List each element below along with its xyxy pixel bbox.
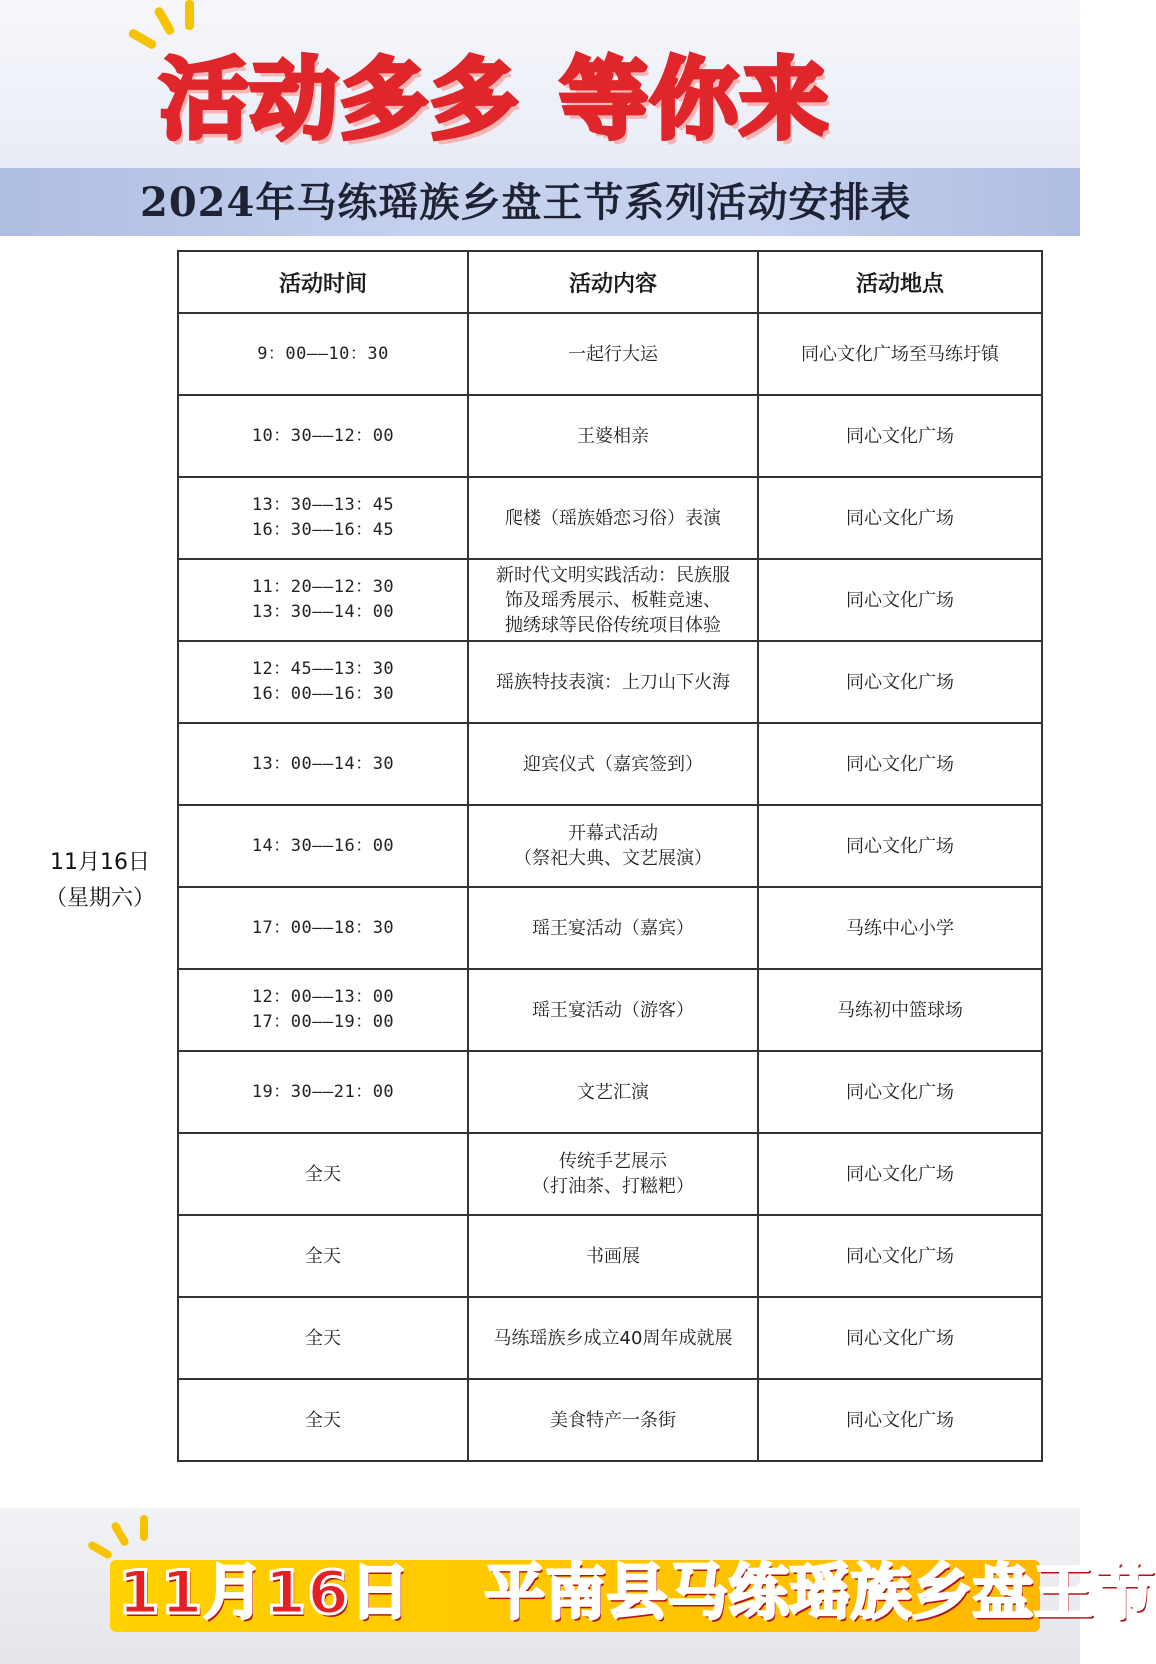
- time-range: 全天: [305, 1245, 341, 1267]
- schedule-table-body: [178, 313, 1042, 1461]
- footer-event: 平南县马练瑶族乡盘王节: [484, 1558, 1156, 1628]
- content-line: （祭祀大典、文艺展演）: [514, 848, 712, 869]
- time-range: 10：30——12：00: [251, 425, 395, 446]
- cell-place: 同心文化广场: [758, 1215, 1042, 1297]
- cell-place: 同心文化广场至马练圩镇: [758, 313, 1042, 395]
- content-line: 迎宾仪式（嘉宾签到）: [523, 753, 703, 775]
- cell-time: [178, 1215, 468, 1297]
- content-line: 开幕式活动: [568, 823, 658, 844]
- content-line: 抛绣球等民俗传统项目体验: [505, 614, 721, 636]
- cell-time: [178, 1379, 468, 1461]
- cell-place: 同心文化广场: [758, 1297, 1042, 1379]
- column-header-time: 活动时间: [178, 251, 468, 313]
- content-line: 瑶王宴活动（游客）: [532, 999, 694, 1021]
- time-range: 16：30——16：45: [251, 520, 395, 540]
- table-row: [178, 313, 1042, 395]
- cell-place: 马练初中篮球场: [758, 969, 1042, 1051]
- cell-place: 同心文化广场: [758, 805, 1042, 887]
- table-row: [178, 477, 1042, 559]
- footer-title: [118, 1548, 1156, 1638]
- cell-time: [178, 1133, 468, 1215]
- time-range: 17：00——18：30: [251, 917, 395, 938]
- content-line: 瑶王宴活动（嘉宾）: [532, 917, 694, 939]
- cell-content: [468, 887, 758, 969]
- content-line: 传统手艺展示: [559, 1151, 667, 1172]
- cell-time: [178, 805, 468, 887]
- content-line: （打油茶、打糍粑）: [532, 1176, 694, 1197]
- table-row: [178, 1297, 1042, 1379]
- time-range: 全天: [305, 1409, 341, 1431]
- schedule-date-weekday: （星期六）: [44, 886, 155, 911]
- time-range: 12：45——13：30: [251, 659, 395, 679]
- cell-content: [468, 1133, 758, 1215]
- cell-time: [178, 395, 468, 477]
- cell-time: [178, 969, 468, 1051]
- table-row: [178, 559, 1042, 641]
- hero-title-right: 等你来: [560, 48, 831, 151]
- table-row: [178, 1215, 1042, 1297]
- cell-content: [468, 1215, 758, 1297]
- table-row: [178, 1133, 1042, 1215]
- content-line: 美食特产一条街: [550, 1409, 676, 1431]
- time-range: 11：20——12：30: [251, 577, 395, 597]
- cell-content: [468, 1051, 758, 1133]
- table-row: [178, 805, 1042, 887]
- time-range: 全天: [305, 1163, 341, 1185]
- cell-place: 同心文化广场: [758, 395, 1042, 477]
- cell-time: [178, 477, 468, 559]
- cell-time: [178, 313, 468, 395]
- time-range: 19：30——21：00: [251, 1081, 395, 1102]
- hero-title-left: 活动多多: [160, 48, 521, 151]
- time-range: 9：00——10：30: [257, 343, 389, 364]
- table-row: [178, 641, 1042, 723]
- cell-content: [468, 559, 758, 641]
- cell-time: [178, 723, 468, 805]
- table-row: [178, 723, 1042, 805]
- content-line: 饰及瑶秀展示、板鞋竞速、: [505, 589, 721, 611]
- time-range: 12：00——13：00: [251, 987, 395, 1007]
- schedule-table: [177, 250, 1043, 1462]
- cell-place: 同心文化广场: [758, 641, 1042, 723]
- cell-time: [178, 1051, 468, 1133]
- content-line: 文艺汇演: [577, 1081, 649, 1103]
- cell-content: [468, 969, 758, 1051]
- cell-place: 同心文化广场: [758, 477, 1042, 559]
- cell-content: [468, 313, 758, 395]
- cell-place: 同心文化广场: [758, 1051, 1042, 1133]
- cell-place: 同心文化广场: [758, 1379, 1042, 1461]
- time-range: 17：00——19：00: [251, 1012, 395, 1032]
- cell-content: [468, 1297, 758, 1379]
- cell-place: 马练中心小学: [758, 887, 1042, 969]
- schedule-date: [40, 845, 160, 917]
- table-header-row: [178, 251, 1042, 313]
- content-line: 马练瑶族乡成立40周年成就展: [493, 1327, 733, 1349]
- content-line: 王婆相亲: [577, 425, 649, 447]
- cell-time: [178, 559, 468, 641]
- cell-time: [178, 641, 468, 723]
- cell-content: [468, 641, 758, 723]
- schedule-date-day: 11月16日: [50, 850, 150, 875]
- content-line: 书画展: [586, 1245, 640, 1267]
- column-header-content: 活动内容: [468, 251, 758, 313]
- cell-content: [468, 805, 758, 887]
- time-range: 13：30——14：00: [251, 602, 395, 622]
- cell-content: [468, 723, 758, 805]
- content-line: 瑶族特技表演：上刀山下火海: [496, 671, 730, 693]
- table-row: [178, 1379, 1042, 1461]
- cell-time: [178, 1297, 468, 1379]
- time-range: 14：30——16：00: [251, 835, 395, 856]
- cell-place: 同心文化广场: [758, 1133, 1042, 1215]
- table-row: [178, 395, 1042, 477]
- content-line: 爬楼（瑶族婚恋习俗）表演: [505, 507, 721, 529]
- hero-title: [160, 28, 920, 158]
- table-row: [178, 969, 1042, 1051]
- column-header-place: 活动地点: [758, 251, 1042, 313]
- cell-content: [468, 1379, 758, 1461]
- cell-time: [178, 887, 468, 969]
- time-range: 13：30——13：45: [251, 495, 395, 515]
- time-range: 16：00——16：30: [251, 684, 395, 704]
- page-title: 2024年马练瑶族乡盘王节系列活动安排表: [140, 179, 912, 226]
- cell-place: 同心文化广场: [758, 559, 1042, 641]
- content-line: 一起行大运: [568, 343, 658, 365]
- content-line: 新时代文明实践活动：民族服: [496, 564, 730, 586]
- cell-place: 同心文化广场: [758, 723, 1042, 805]
- time-range: 全天: [305, 1327, 341, 1349]
- table-row: [178, 1051, 1042, 1133]
- cell-content: [468, 395, 758, 477]
- footer-date: 11月16日: [118, 1558, 411, 1628]
- table-row: [178, 887, 1042, 969]
- cell-content: [468, 477, 758, 559]
- time-range: 13：00——14：30: [251, 753, 395, 774]
